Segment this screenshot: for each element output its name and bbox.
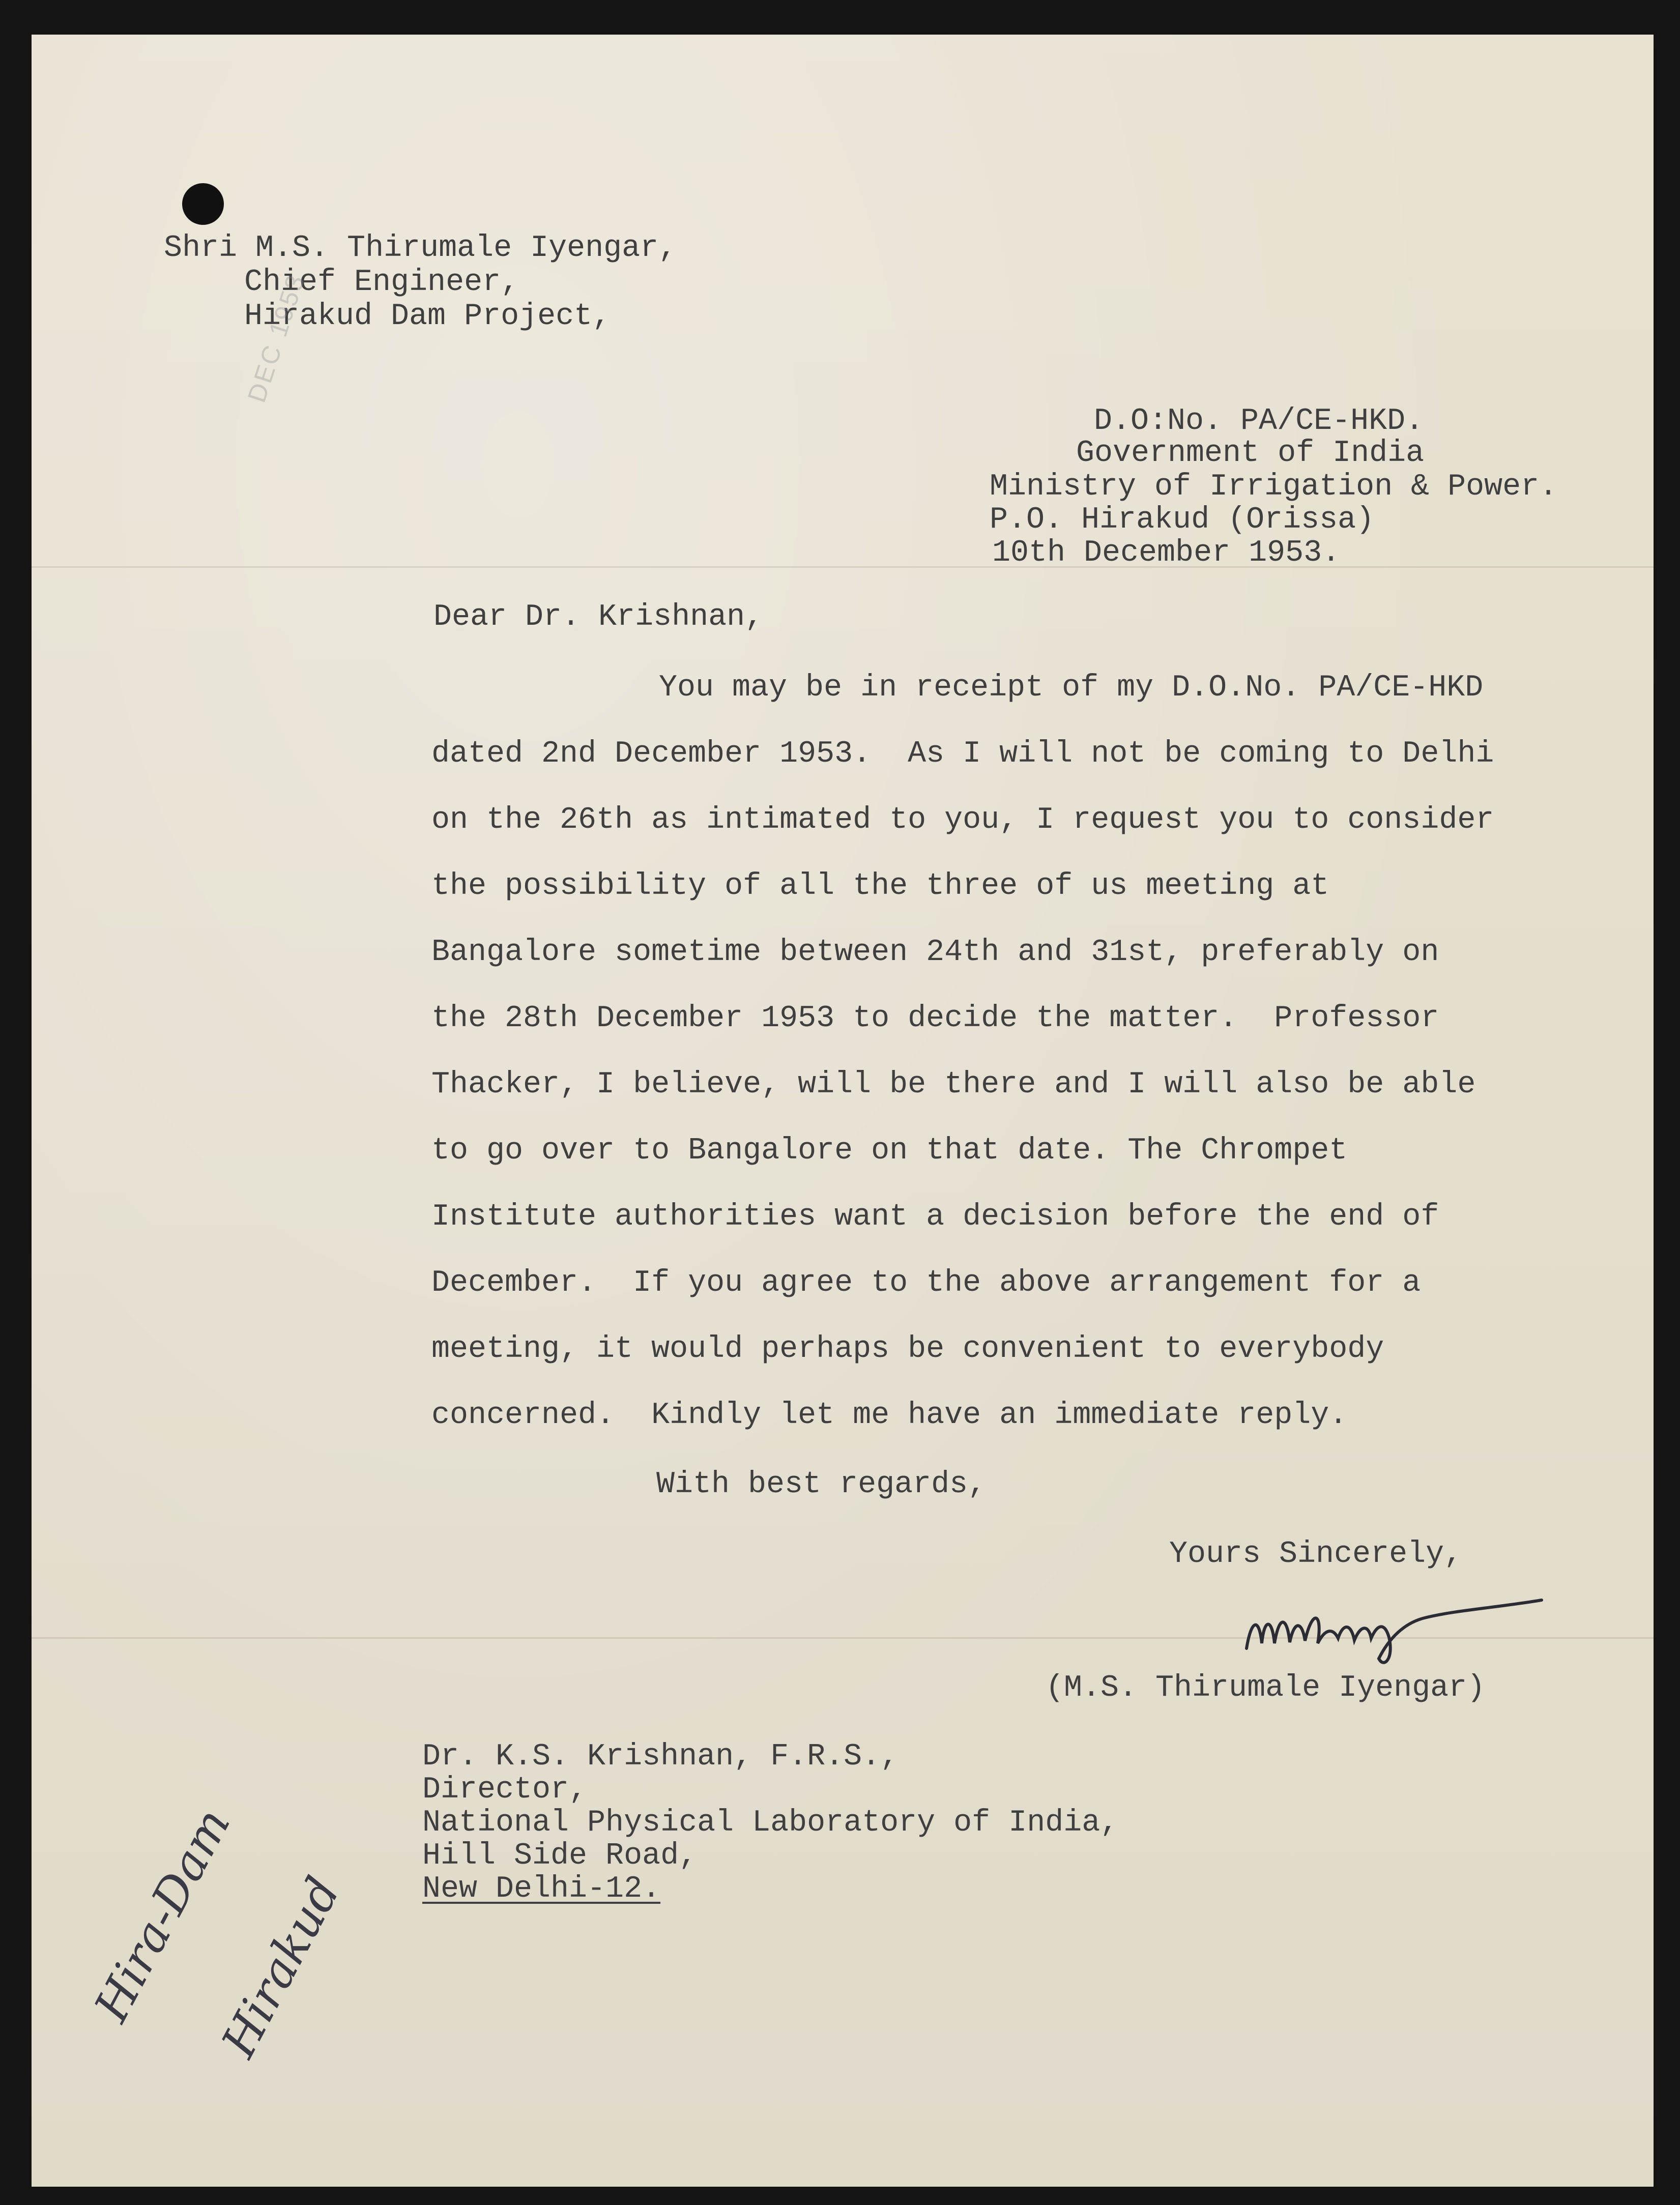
body-line: December. If you agree to the above arrangement for a (431, 1266, 1421, 1300)
signature (1241, 1587, 1547, 1669)
ministry: Ministry of Irrigation & Power. (990, 470, 1558, 504)
recipient-title: Director, (422, 1773, 588, 1807)
recipient-institution: National Physical Laboratory of India, (422, 1806, 1119, 1840)
body-line: dated 2nd December 1953. As I will not be coming to Delhi (431, 737, 1494, 771)
handwritten-note (83, 1800, 417, 2116)
recipient-road: Hill Side Road, (422, 1839, 698, 1873)
received-stamp: DEC 1953 (242, 270, 311, 406)
handwritten-line: Hirakud (211, 1868, 351, 2066)
fold-line (32, 566, 1654, 568)
regards: With best regards, (656, 1467, 987, 1502)
sender-name: Shri M.S. Thirumale Iyengar, (164, 231, 677, 266)
government: Government of India (1076, 436, 1425, 471)
body-line: concerned. Kindly let me have an immediate reply. (431, 1398, 1348, 1433)
body-line: the 28th December 1953 to decide the matter. Professor (431, 1001, 1439, 1036)
do-number: D.O:No. PA/CE-HKD. (1094, 404, 1424, 439)
recipient-city: New Delhi-12. (422, 1872, 661, 1906)
punch-hole (182, 183, 224, 225)
post-office: P.O. Hirakud (Orissa) (990, 503, 1375, 537)
salutation: Dear Dr. Krishnan, (433, 600, 764, 634)
letter-date: 10th December 1953. (992, 536, 1341, 570)
signatory-name: (M.S. Thirumale Iyengar) (1046, 1671, 1486, 1705)
body-line: meeting, it would perhaps be convenient to everybody (431, 1332, 1384, 1367)
handwritten-line: Hira-Dam (83, 1800, 241, 2030)
body-line: the possibility of all the three of us meeting at (431, 869, 1329, 904)
body-line: on the 26th as intimated to you, I request you to consider (431, 803, 1494, 837)
sender-project: Hirakud Dam Project, (244, 299, 611, 334)
body-line: You may be in receipt of my D.O.No. PA/CE-HKD (659, 671, 1484, 705)
body-line: to go over to Bangalore on that date. The Chrompet (431, 1134, 1348, 1168)
sender-title: Chief Engineer, (244, 265, 519, 300)
body-line: Thacker, I believe, will be there and I will also be able (431, 1067, 1476, 1102)
body-line: Bangalore sometime between 24th and 31st, preferably on (431, 935, 1439, 970)
recipient-name: Dr. K.S. Krishnan, F.R.S., (422, 1739, 899, 1774)
body-line: Institute authorities want a decision before the end of (431, 1200, 1439, 1234)
closing: Yours Sincerely, (1169, 1537, 1463, 1572)
